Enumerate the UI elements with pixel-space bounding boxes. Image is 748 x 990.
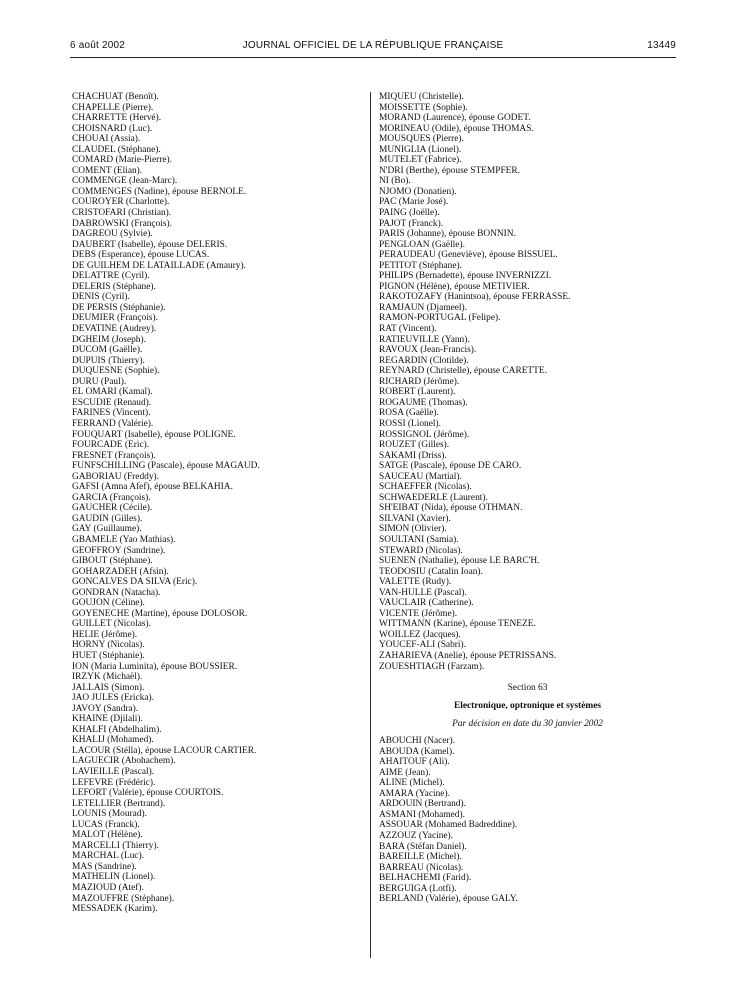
list-item: PERAUDEAU (Geneviève), épouse BISSUEL. xyxy=(379,250,558,261)
column-divider xyxy=(370,92,371,958)
list-item: RAT (Vincent). xyxy=(379,324,437,335)
list-item: DAUBERT (Isabelle), épouse DELERIS. xyxy=(72,239,228,250)
list-item: RAVOUX (Jean-Francis). xyxy=(379,345,477,356)
list-item: SAUCEAU (Martial). xyxy=(379,471,462,482)
list-item: ZAHARIEVA (Anelie), épouse PETRISSANS. xyxy=(379,650,557,661)
list-item: MESSADEK (Karim). xyxy=(72,904,158,915)
list-item: MARCELLI (Thierry). xyxy=(72,840,159,851)
section-subtitle: Electronique, optronique et systèmes xyxy=(453,701,602,712)
list-item: ASSOUAR (Mohamed Badreddine). xyxy=(379,820,518,831)
list-item: ROGAUME (Thomas). xyxy=(379,397,468,408)
list-item: EL OMARI (Kamal). xyxy=(72,387,153,398)
list-item: DE GUILHEM DE LATAILLADE (Amaury). xyxy=(72,260,246,271)
list-item: WITTMANN (Karine), épouse TENEZE. xyxy=(379,619,536,630)
right-column xyxy=(379,92,676,905)
list-item: N'DRI (Berthe), épouse STEMPFER. xyxy=(379,165,521,176)
list-item: BERLAND (Valérie), épouse GALY. xyxy=(379,894,518,905)
list-item: FOUQUART (Isabelle), épouse POLIGNE. xyxy=(72,429,236,440)
list-item: ZOUESHTIAGH (Farzam). xyxy=(379,661,485,672)
list-item: WOILLEZ (Jacques). xyxy=(379,629,461,640)
list-item: GEOFFROY (Sandrine). xyxy=(72,545,166,556)
list-item: LETELLIER (Bertrand). xyxy=(72,798,166,809)
list-item: GONDRAN (Natacha). xyxy=(72,587,161,598)
list-item: GAFSI (Amna Afef), épouse BELKAHIA. xyxy=(72,482,233,493)
list-item: FERRAND (Valérie). xyxy=(72,418,154,429)
list-item: REGARDIN (Clotilde). xyxy=(379,355,469,366)
list-item: ROUZET (Gilles). xyxy=(379,440,450,451)
list-item: PARIS (Johanne), épouse BONNIN. xyxy=(379,229,516,240)
list-item: MATHELIN (Lionel). xyxy=(72,872,156,883)
list-item: DELERIS (Stéphane). xyxy=(72,281,156,292)
list-item: FRESNET (François). xyxy=(72,450,156,461)
list-item: MAS (Sandrine). xyxy=(72,861,137,872)
list-item: SUENEN (Nathalie), épouse LE BARC'H. xyxy=(379,556,540,567)
list-item: RAMON-PORTUGAL (Felipe). xyxy=(379,313,501,324)
list-item: DEUMIER (François). xyxy=(72,313,158,324)
list-item: GONCALVES DA SILVA (Eric). xyxy=(72,577,198,588)
list-item: LUCAS (Franck). xyxy=(72,819,140,830)
list-item: COMMENGE (Jean-Marc). xyxy=(72,176,178,187)
list-item: DEBS (Esperance), épouse LUCAS. xyxy=(72,250,210,261)
list-item: NJOMO (Donatien). xyxy=(379,186,457,197)
list-item: MALOT (Hélène). xyxy=(72,830,143,841)
list-item: LAVIEILLE (Pascal). xyxy=(72,767,155,777)
list-item: AIME (Jean). xyxy=(379,767,431,778)
list-item: LEFORT (Valérie), épouse COURTOIS. xyxy=(72,788,224,799)
list-item: COMENT (Elian). xyxy=(72,165,143,176)
list-item: HELIE (Jérôme). xyxy=(72,629,138,640)
list-item: COUROYER (Charlotte). xyxy=(72,197,170,208)
list-item: IRZYK (Michaël). xyxy=(72,672,143,683)
list-item: GABORIAU (Freddy). xyxy=(72,471,159,482)
list-item: ESCUDIE (Renaud). xyxy=(72,397,152,408)
list-item: KHALIJ (Mohamed). xyxy=(72,735,154,746)
list-item: DABROWSKI (François). xyxy=(72,218,172,229)
list-item: DELATTRE (Cyril). xyxy=(72,271,150,282)
list-item: ALINE (Michel). xyxy=(379,778,445,789)
list-item: VALETTE (Rudy). xyxy=(379,577,452,588)
list-item: DE PERSIS (Stéphanie). xyxy=(72,302,166,313)
list-item: ASMANI (Mohamed). xyxy=(379,809,465,820)
list-item: PAJOT (Franck). xyxy=(379,218,444,229)
list-item: BAREILLE (Michel). xyxy=(379,852,462,863)
list-item: SILVANI (Xavier). xyxy=(379,513,451,524)
list-item: CRISTOFARI (Christian). xyxy=(72,208,172,219)
list-item: ION (Maria Luminita), épouse BOUSSIER. xyxy=(72,661,238,672)
right-column-bottom-list xyxy=(379,736,676,905)
list-item: MUNIGLIA (Lionel). xyxy=(379,144,462,155)
list-item: COMMENGES (Nadine), épouse BERNOLE. xyxy=(72,186,247,197)
list-item: ROSSIGNOL (Jérôme). xyxy=(379,429,470,440)
list-item: FARINES (Vincent). xyxy=(72,408,151,419)
right-column-top-list xyxy=(379,92,676,672)
list-item: CHARRETTE (Hervé). xyxy=(72,113,162,124)
list-item: YOUCEF-ALI (Sabri). xyxy=(379,640,466,651)
list-item: HORNY (Nicolas). xyxy=(72,640,145,651)
list-item: ROSA (Gaëlle). xyxy=(379,408,439,419)
list-item: SIMON (Olivier). xyxy=(379,524,447,535)
list-item: GBAMELE (Yao Mathias). xyxy=(72,534,176,545)
list-item: DURU (Paul). xyxy=(72,376,127,387)
list-item: CHOISNARD (Luc). xyxy=(72,123,153,134)
list-item: GUILLET (Nicolas). xyxy=(72,619,151,630)
list-item: AHAITOUF (Ali). xyxy=(379,757,450,768)
section-heading xyxy=(379,682,676,730)
list-item: SCHAEFFER (Nicolas). xyxy=(379,482,472,493)
list-item: KHAINE (Djilali). xyxy=(72,714,143,725)
list-item: VICENTE (Jérôme). xyxy=(379,608,458,619)
list-item: MUTELET (Fabrice). xyxy=(379,155,462,166)
header-title: JOURNAL OFFICIEL DE LA RÉPUBLIQUE FRANÇAISE xyxy=(242,40,504,51)
list-item: SAKAMI (Driss). xyxy=(379,450,447,461)
list-item: GAUCHER (Cécile). xyxy=(72,503,153,514)
list-item: BELHACHEMI (Farid). xyxy=(379,873,472,884)
list-item: PIGNON (Hélène), épouse METIVIER. xyxy=(379,281,530,292)
list-item: RICHARD (Jérôme). xyxy=(379,376,460,387)
list-item: MAZIOUD (Atef). xyxy=(72,883,144,894)
list-item: AZZOUZ (Yacine). xyxy=(379,831,454,841)
list-item: GAY (Guillaume). xyxy=(72,524,142,535)
list-item: SOULTANI (Samia). xyxy=(379,534,459,545)
list-item: MOUSQUES (Pierre). xyxy=(379,134,464,145)
list-item: DGHEIM (Joseph). xyxy=(72,334,146,345)
list-item: REYNARD (Christelle), épouse CARETTE. xyxy=(379,366,547,377)
list-item: NI (Bo). xyxy=(379,176,411,187)
list-item: FOURCADE (Eric). xyxy=(72,440,150,451)
list-item: SCHWAEDERLE (Laurent). xyxy=(379,492,488,503)
list-item: SATGE (Pascale), épouse DE CARO. xyxy=(379,461,522,472)
list-item: JAVOY (Sandra). xyxy=(72,703,139,714)
list-item: KHALFI (Abdelhalim). xyxy=(72,724,162,735)
list-item: MORAND (Laurence), épouse GODET. xyxy=(379,113,531,124)
list-item: ROBERT (Laurent). xyxy=(379,387,456,398)
list-item: GARCIA (François). xyxy=(72,492,151,503)
list-item: SH'EIBAT (Nida), épouse OTHMAN. xyxy=(379,503,523,514)
list-item: DUCOM (Gaëlle). xyxy=(72,345,143,356)
list-item: PAC (Marie José). xyxy=(379,197,449,208)
list-item: MORINEAU (Odile), épouse THOMAS. xyxy=(379,123,534,134)
list-item: GIBOUT (Stéphane). xyxy=(72,556,153,567)
section-decision-date: Par décision en date du 30 janvier 2002 xyxy=(452,719,603,730)
list-item: RAMJAUN (Djameel). xyxy=(379,302,468,313)
list-item: CHOUAI (Assia). xyxy=(72,134,141,145)
list-item: CHACHUAT (Benoît). xyxy=(72,92,159,102)
left-column xyxy=(72,92,362,915)
list-item: CHAPELLE (Pierre). xyxy=(72,102,154,113)
list-item: PHILIPS (Bernadette), épouse INVERNIZZI. xyxy=(379,271,552,282)
list-item: STEWARD (Nicolas). xyxy=(379,545,463,556)
list-item: ARDOUIN (Bertrand). xyxy=(379,799,466,810)
list-item: DEVATINE (Audrey). xyxy=(72,324,157,335)
list-item: JAO JULES (Ericka). xyxy=(72,693,155,704)
list-item: TEODOSIU (Catalin Ioan). xyxy=(379,566,483,577)
header-rule xyxy=(70,57,676,58)
list-item: CLAUDEL (Stéphane). xyxy=(72,144,161,155)
list-item: MARCHAL (Luc). xyxy=(72,851,145,862)
page-header xyxy=(70,40,676,56)
list-item: DUPUIS (Thierry). xyxy=(72,355,145,366)
list-item: MOISSETTE (Sophie). xyxy=(379,102,468,113)
list-item: RATIEUVILLE (Yann). xyxy=(379,334,470,345)
list-item: LACOUR (Stélla), épouse LACOUR CARTIER. xyxy=(72,745,257,756)
list-item: MIQUEU (Christelle). xyxy=(379,92,464,102)
list-item: HUET (Stéphanie). xyxy=(72,650,145,661)
header-date: 6 août 2002 xyxy=(70,40,126,51)
list-item: ABOUCHI (Nacer). xyxy=(379,736,456,747)
list-item: PENGLOAN (Gaëlle). xyxy=(379,239,465,250)
list-item: BARREAU (Nicolas). xyxy=(379,862,464,873)
list-item: PETITOT (Stéphane). xyxy=(379,260,462,271)
list-item: VAUCLAIR (Catherine). xyxy=(379,598,474,609)
list-item: GOUJON (Céline). xyxy=(72,598,145,609)
list-item: BARA (Stéfan Daniel). xyxy=(379,841,467,852)
list-item: DENIS (Cyril). xyxy=(72,292,130,303)
list-item: COMARD (Marie-Pierre). xyxy=(72,155,172,166)
list-item: BERGUIGA (Lotfi). xyxy=(379,883,457,894)
list-item: JALLAIS (Simon). xyxy=(72,682,145,693)
header-page-number: 13449 xyxy=(647,40,676,51)
list-item: DAGREOU (Sylvie). xyxy=(72,229,153,240)
list-item: MAZOUFFRE (Stéphane). xyxy=(72,893,175,904)
list-item: DUQUESNE (Sophie). xyxy=(72,366,160,377)
list-item: VAN-HULLE (Pascal). xyxy=(379,587,467,598)
list-item: GOYENECHE (Martine), épouse DOLOSOR. xyxy=(72,608,248,619)
list-item: AMARA (Yacine). xyxy=(379,788,450,799)
list-item: ROSSI (Lionel). xyxy=(379,418,441,429)
list-item: ABOUDA (Kamel). xyxy=(379,746,455,757)
list-item: LOUNIS (Mourad). xyxy=(72,809,147,820)
list-item: RAKOTOZAFY (Hanintsoa), épouse FERRASSE. xyxy=(379,292,571,303)
section-title: Section 63 xyxy=(507,683,548,694)
list-item: GAUDIN (Gilles). xyxy=(72,513,143,524)
list-item: LEFEVRE (Frédéric). xyxy=(72,777,156,788)
list-item: LAGUECIR (Abohachem). xyxy=(72,756,176,767)
list-item: PAING (Joëlle). xyxy=(379,208,440,219)
list-item: FUNFSCHILLING (Pascale), épouse MAGAUD. xyxy=(72,461,260,472)
list-item: GOHARZADEH (Afsin). xyxy=(72,566,169,577)
